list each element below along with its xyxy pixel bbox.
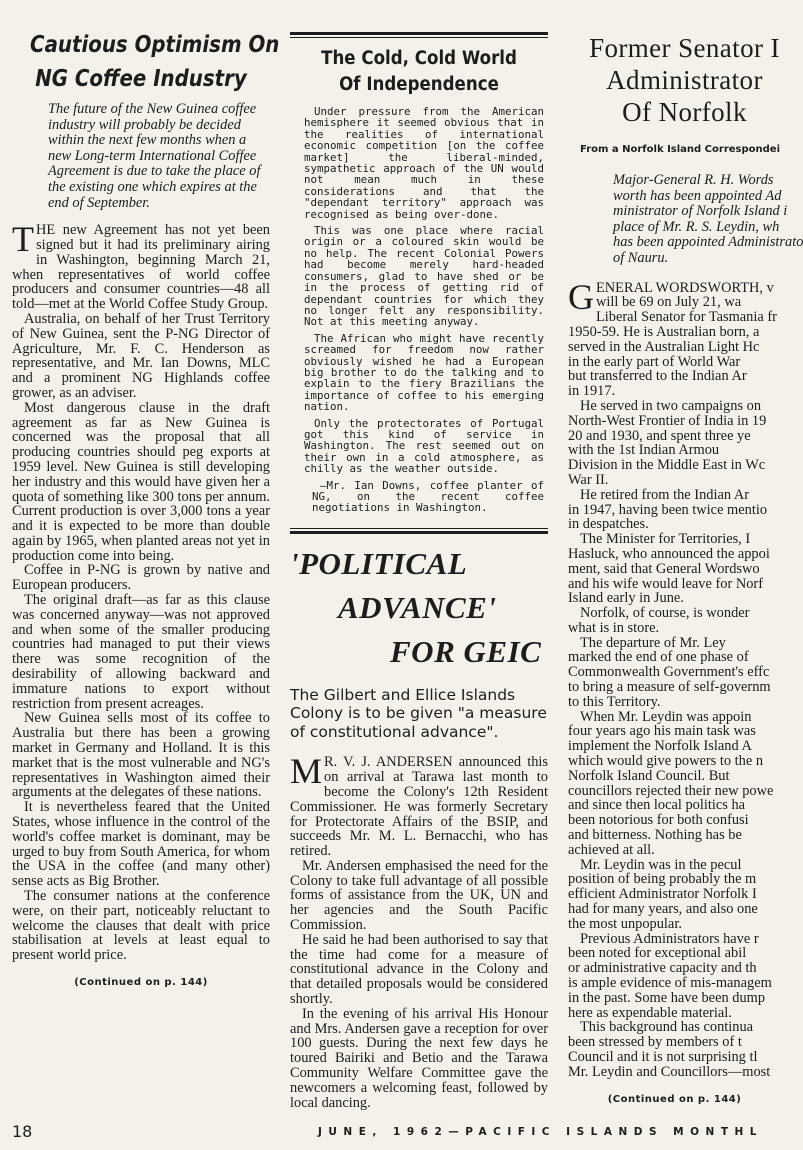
text-line: but transferred to the Indian Ar: [568, 368, 747, 385]
paragraph: The original draft—as far as this clause was concerned anyway—was not approved and when some of the smaller producing countries had managed to put their views there was some recognition of the desirability of allowing backward and immature nations to export without restriction from present acreages.: [12, 592, 270, 712]
article-title: [568, 32, 801, 128]
paragraph: Most dangerous clause in the draft agreement as far as New Guinea is concerned was the proposal that all producing countries should peg exports at 1959 level. New Guinea is still developing her industry and this would have given her a quota of something like 300 tons per annum. Current production is over 3,000 tons a year and it is expected to be more than double again by 1965, when planted areas not yet in production come into being.: [12, 399, 270, 564]
continued-note: (Continued on p. 144): [74, 977, 208, 988]
title-line: Of Norfolk: [622, 97, 747, 127]
text-line: Norfolk Island Council. But: [568, 767, 730, 784]
standfirst-line: has been appointed Administrato: [613, 234, 803, 251]
text-line: Commonwealth Government's effc: [568, 664, 770, 681]
text-line: When Mr. Leydin was appoin: [580, 708, 752, 725]
paragraph: He said he had been authorised to say that the time had come for a measure of constitutional advance in the Colony and that detailed proposals would be considered shortly.: [290, 931, 548, 1008]
text-line: Council and it is not surprising tl: [568, 1049, 758, 1065]
text-line: Island early in June.: [568, 590, 684, 607]
drop-cap: T: [12, 219, 34, 260]
drop-cap: M: [290, 751, 323, 792]
text-line: marked the end of one phase of: [568, 649, 749, 666]
text-line: 20 and 1930, and spent three ye: [568, 427, 751, 444]
text-line: and since then local politics ha: [568, 797, 746, 814]
text-line: position of being probably the m: [568, 871, 757, 888]
paragraph: The African who might have recently screamed for freedom now rather obviously wished he had a European big brother to do the talking and to explain to the fiery Brazilians the importance of coffee to his emerging nation.: [304, 331, 544, 414]
text-line: North-West Frontier of India in 19: [568, 412, 767, 429]
paragraph: The consumer nations at the conference were, on their part, noticeably reluctant to welcome the clauses that dealt with price stabilisation at levels at least equal to present world price.: [12, 888, 270, 964]
signature: —Mr. Ian Downs, coffee planter of NG, on the recent coffee negotiations in Washington.: [312, 478, 544, 515]
text-line: Mr. Leydin and Councillors—most: [568, 1063, 771, 1080]
text-line: is ample evidence of mis-managem: [568, 975, 772, 992]
title-line: Cautious Optimism On: [30, 32, 280, 58]
running-footer: JUNE, 1962—PACIFIC ISLANDS MONTHL: [318, 1126, 763, 1138]
text-line: councillors rejected their new powe: [568, 782, 774, 799]
paragraph: Only the protectorates of Portugal got this kind of service in Washington. The rest seemed out on their own in a cold atmosphere, as chilly as the weather outside.: [304, 416, 544, 476]
page-footer: [0, 1118, 801, 1150]
text-line: This background has continua: [580, 1019, 754, 1036]
text-line: Mr. Leydin was in the pecul: [580, 856, 742, 873]
article-title: [290, 542, 548, 674]
text-line: which would give powers to the n: [568, 753, 764, 770]
article-body: [290, 751, 548, 1111]
standfirst-line: place of Mr. R. S. Leydin, wh: [613, 218, 780, 235]
text-line: or administrative capacity and th: [568, 960, 757, 977]
article-coffee-column: [12, 0, 280, 1100]
text-line: to this Territory.: [568, 693, 661, 710]
box-bottom-rule: [290, 528, 548, 534]
paragraph: Under pressure from the American hemisphere it seemed obvious that in the realities of international economic competition [on the coffee market] the liberal-minded, sympathetic approach of the UN would not mean much in these considerations and that the "dependant territory" approach was recognised as being over-done.: [304, 105, 544, 221]
text-line: The departure of Mr. Ley: [580, 634, 726, 651]
page-number: 18: [12, 1122, 33, 1141]
title-line: Of Independence: [339, 74, 499, 95]
text-line: in the early part of World War: [568, 353, 741, 370]
text-line: to bring a measure of self-governm: [568, 679, 771, 696]
text-line: The Minister for Territories, I: [580, 531, 751, 548]
drop-cap: G: [568, 276, 594, 317]
box-top-rule: [290, 32, 548, 38]
continued-note: (Continued on p. 144): [607, 1093, 742, 1105]
text-line: four years ago his main task was: [568, 723, 756, 740]
standfirst-line: of Nauru.: [613, 249, 669, 266]
text-line: in 1917.: [568, 383, 616, 400]
paragraph: In the evening of his arrival His Honour and Mrs. Andersen gave a reception for over 100 guests. During the next few days he toured Bairiki and Betio and the Tarawa Community Welfare Committee gave the newcomers a welcoming feast, followed by local dancing.: [290, 1005, 548, 1111]
text-line: Liberal Senator for Tasmania fr: [596, 309, 777, 326]
paragraph: New Guinea sells most of its coffee to Australia but there has been a growing market in Germany and Holland. It is this market that is the most vulnerable and NG's representatives in Washington aimed their arguments at the delegates of these nations.: [12, 710, 270, 801]
text-line: the most unpopular.: [568, 915, 682, 932]
text-line: War II.: [568, 471, 609, 488]
text-line: been noted for exceptional abil: [568, 945, 747, 962]
title-line: NG Coffee Industry: [35, 66, 247, 92]
sidebar-body: [304, 106, 544, 514]
text-line: 1950-59. He is Australian born, a: [568, 323, 760, 340]
text-line: ment, said that General Wordswo: [568, 560, 760, 577]
text-line: He retired from the Indian Ar: [580, 486, 750, 503]
text-line: served in the Australian Light Hc: [568, 338, 760, 355]
sidebar-title: [303, 46, 535, 98]
text-line: been stressed by members of t: [568, 1034, 742, 1051]
text-line: in the past. Some have been dump: [568, 989, 766, 1006]
standfirst-line: Major-General R. H. Words: [613, 172, 774, 188]
text-line: Hasluck, who announced the appoi: [568, 545, 770, 562]
article-title: [30, 28, 280, 96]
paragraph: Australia, on behalf of her Trust Territory of New Guinea, sent the P-NG Director of Agriculture, Mr. F. C. Henderson as representative, and Mr. Ian Downs, MLC and a prominent NG Highlands coffee grower, as an adviser.: [12, 310, 270, 401]
standfirst-line: ministrator of Norfolk Island i: [613, 203, 788, 220]
text-line: Norfolk, of course, is wonder: [580, 605, 750, 622]
text-line: efficient Administrator Norfolk I: [568, 886, 757, 903]
title-line: Administrator: [606, 65, 763, 95]
text-line: Previous Administrators have r: [580, 930, 759, 947]
title-line: ADVANCE': [338, 589, 497, 625]
article-body: [568, 276, 801, 1080]
lead-paragraph: M R. V. J. ANDERSEN announced this on arrival at Tarawa last month to become the Colony's 12th Resident Commissioner. He was formerly Secretary for Protectorate Affairs of the BSIP, and succeeds Mr. M. L. Bernacchi, who has retired.: [290, 751, 548, 860]
text-line: achieved at all.: [568, 841, 655, 858]
article-body: [12, 219, 270, 964]
text-line: and his wife would leave for Norf: [568, 575, 764, 592]
text-line: He served in two campaigns on: [580, 397, 762, 414]
text-line: will be 69 on July 21, wa: [596, 294, 742, 311]
paragraph: Mr. Andersen emphasised the need for the Colony to take full advantage of all possible forms of assistance from the UK, UN and her agencies and the South Pacific Commission.: [290, 857, 548, 934]
text-line: with the 1st Indian Armou: [568, 442, 720, 459]
paragraph: It is nevertheless feared that the United States, whose influence in the control of the world's coffee market is dominant, may be urged to buy from South America, for whom the USA in the coffee (and many other) sense acts as Big Brother.: [12, 799, 270, 890]
title-line: 'POLITICAL: [290, 545, 468, 581]
text-line: in 1947, having been twice mentio: [568, 501, 768, 518]
text-line: had for many years, and also one: [568, 901, 758, 918]
text-line: here as expendable material.: [568, 1004, 732, 1021]
article-norfolk-column: [568, 0, 803, 1105]
text-line: implement the Norfolk Island A: [568, 738, 752, 755]
title-line: FOR GEIC: [390, 633, 542, 669]
standfirst: The Gilbert and Ellice Islands Colony is to be given "a measure of constitutional advance".: [290, 685, 547, 741]
title-line: Former Senator I: [589, 33, 780, 63]
article-middle-column: [290, 0, 548, 1111]
paragraph: This was one place where racial origin or a coloured skin would be no help. The recent Colonial Powers had become merely hard-headed consumers, glad to have shed or be in the process of getting rid of dependant countries for which they no longer felt any responsibility. Not at this meeting anyway.: [304, 224, 544, 329]
text-line: what is in store.: [568, 619, 660, 636]
text-line: and bitterness. Nothing has be: [568, 827, 742, 844]
standfirst: The future of the New Guinea coffee industry will probably be decided within the next few months when a new Long-term International Coffee Agreement is due to take the place of the existing one which expires at the end of September.: [48, 101, 261, 211]
text-line: been notorious for both confusi: [568, 812, 749, 829]
text-line: in despatches.: [568, 516, 649, 533]
lead-paragraph: THE new Agreement has not yet been signed but it had its preliminary airing in Washington, beginning March 21, when representatives of world coffee producers and consumer countries—48 all told—met at the World Coffee Study Group.: [12, 219, 270, 313]
standfirst-line: worth has been appointed Ad: [613, 187, 782, 204]
text-line: Division in the Middle East in Wc: [568, 457, 766, 474]
standfirst: [613, 173, 801, 267]
paragraph: Coffee in P-NG is grown by native and European producers.: [12, 562, 270, 594]
byline: From a Norfolk Island Correspondei: [580, 144, 781, 155]
text-line: GENERAL WORDSWORTH, v: [568, 276, 774, 317]
title-line: The Cold, Cold World: [321, 48, 517, 69]
